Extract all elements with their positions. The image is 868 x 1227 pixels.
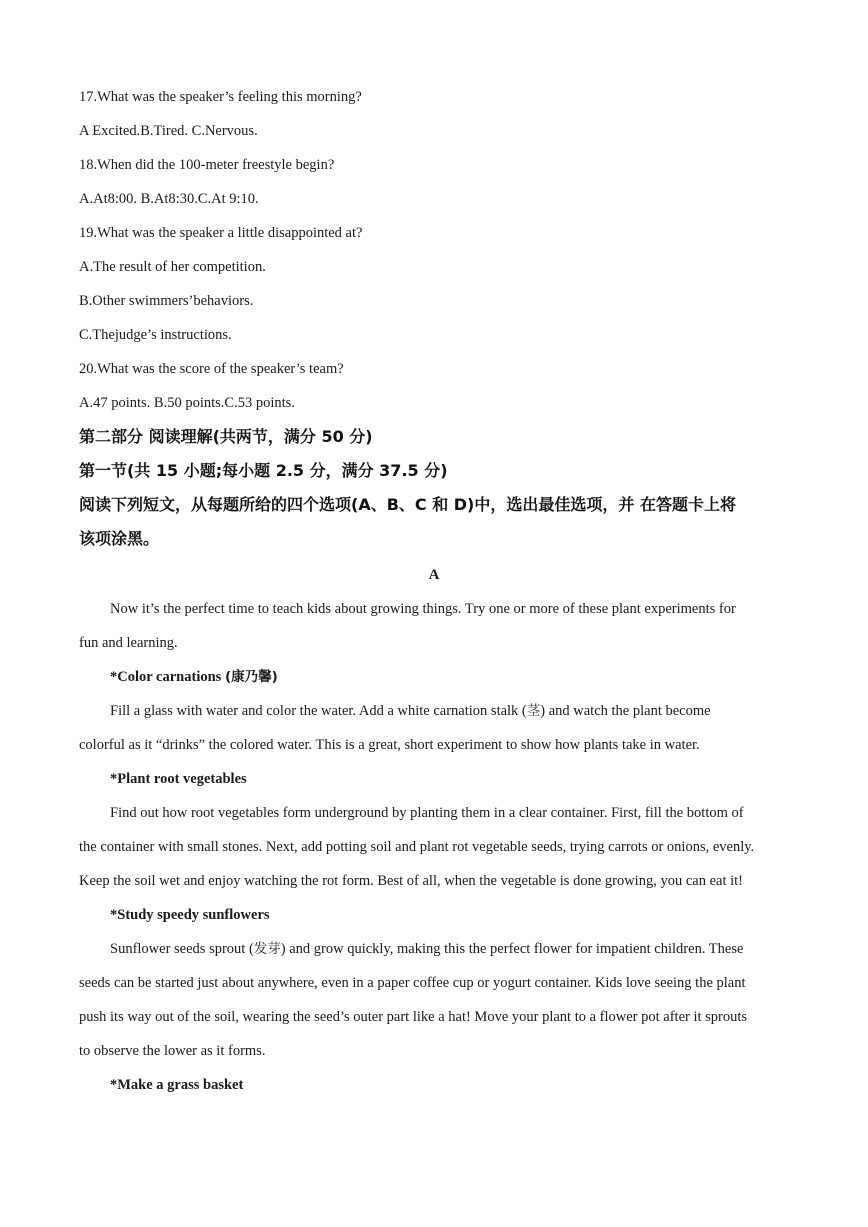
intro-line-2: fun and learning. xyxy=(79,635,178,651)
carnations-line-1 xyxy=(110,701,840,721)
text-segment: Sunflower seeds sprout ( xyxy=(110,941,254,957)
root-vegetables-line-2: the container with small stones. Next, add potting soil and plant rot vegetable seeds, trying carrots or onions, evenly. xyxy=(79,839,755,855)
question-20: 20.What was the score of the speaker’s team? xyxy=(79,361,344,377)
text-segment: ) and watch the plant become xyxy=(540,703,711,719)
question-19: 19.What was the speaker a little disappointed at? xyxy=(79,225,363,241)
instruction-line-2: 该项涂黑。 xyxy=(79,529,160,548)
question-19-option-a: A.The result of her competition. xyxy=(79,259,266,275)
chinese-gloss: 发芽 xyxy=(253,941,281,957)
section-heading: 第一节(共 15 小题;每小题 2.5 分，满分 37.5 分) xyxy=(79,461,448,480)
chinese-gloss: 茎 xyxy=(526,703,541,719)
question-17: 17.What was the speaker’s feeling this morning? xyxy=(79,89,362,105)
question-17-options: A Excited.B.Tired. C.Nervous. xyxy=(79,123,258,139)
question-19-option-c: C.Thejudge’s instructions. xyxy=(79,327,232,343)
question-20-options: A.47 points. B.50 points.C.53 points. xyxy=(79,395,295,411)
instruction-line-1: 阅读下列短文，从每题所给的四个选项(A、B、C 和 D)中，选出最佳选项，并 在答题卡上将 xyxy=(79,495,736,514)
sunflowers-line-1 xyxy=(110,939,840,959)
question-18-options: A.At8:00. B.At8:30.C.At 9:10. xyxy=(79,191,259,207)
subheading-chinese-gloss: (康乃馨) xyxy=(224,669,278,685)
sunflowers-line-3: push its way out of the soil, wearing the seed’s outer part like a hat! Move your plant to a flower pot after it sprouts xyxy=(79,1009,748,1025)
subheading-sunflowers: *Study speedy sunflowers xyxy=(110,907,270,923)
carnations-line-2: colorful as it “drinks” the colored water. This is a great, short experiment to show how plants take in water. xyxy=(79,737,700,753)
subheading-root-vegetables: *Plant root vegetables xyxy=(110,771,247,787)
root-vegetables-line-3: Keep the soil wet and enjoy watching the rot form. Best of all, when the vegetable is done growing, you can eat it! xyxy=(79,873,743,889)
intro-line-1: Now it’s the perfect time to teach kids about growing things. Try one or more of these plant experiments for xyxy=(110,601,736,617)
subheading-grass-basket: *Make a grass basket xyxy=(110,1077,244,1093)
question-19-option-b: B.Other swimmers’behaviors. xyxy=(79,293,254,309)
text-segment: ) and grow quickly, making this the perfect flower for impatient children. These xyxy=(280,941,744,957)
subheading-text: *Color carnations xyxy=(110,669,225,685)
part-heading: 第二部分 阅读理解(共两节，满分 50 分) xyxy=(79,427,373,446)
question-18: 18.When did the 100-meter freestyle begin? xyxy=(79,157,335,173)
subheading-color-carnations xyxy=(110,667,840,687)
sunflowers-line-2: seeds can be started just about anywhere, even in a paper coffee cup or yogurt container. Kids love seeing the plant xyxy=(79,975,746,991)
passage-label: A xyxy=(428,567,440,583)
text-segment: Fill a glass with water and color the water. Add a white carnation stalk ( xyxy=(110,703,527,719)
sunflowers-line-4: to observe the lower as it forms. xyxy=(79,1043,266,1059)
root-vegetables-line-1: Find out how root vegetables form underground by planting them in a clear container. First, fill the bottom of xyxy=(110,805,744,821)
